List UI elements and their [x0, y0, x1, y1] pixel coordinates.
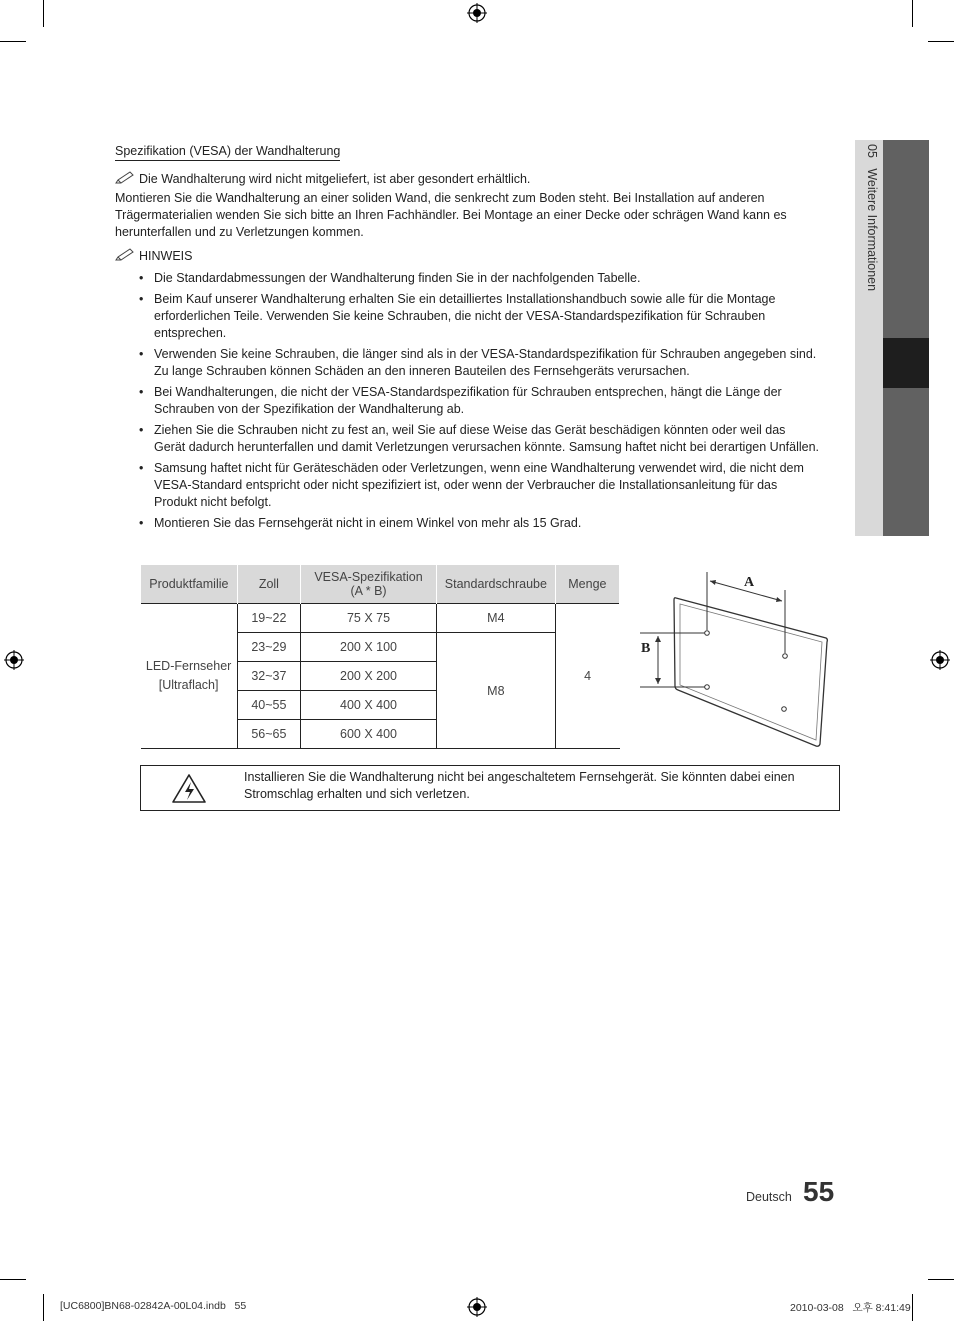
- crop-mark: [43, 1294, 44, 1321]
- column-header: Zoll: [237, 565, 300, 604]
- registration-mark-left: [4, 650, 24, 670]
- table-cell: 200 X 100: [301, 633, 437, 662]
- list-item: • Die Standardabmessungen der Wandhalterung finden Sie in der nachfolgenden Tabelle.: [139, 270, 819, 287]
- list-item: • Bei Wandhalterungen, die nicht der VESA-Standardspezifikation für Schrauben entsprechen, hängt die Länge der Schrauben von der Spezifikation der Wandhalterung ab.: [139, 384, 819, 418]
- column-header: VESA-Spezifikation (A * B): [301, 565, 437, 604]
- intro-paragraph: Montieren Sie die Wandhalterung an einer soliden Wand, die senkrecht zum Boden steht. Bei Installation auf anderen Trägermaterialien wenden Sie sich bitte an Ihren Fachhändler. Bei Montage an einer Decke oder schrägen Wand kann es herunterfallen und zu Verletzungen kommen.: [115, 191, 787, 239]
- dimension-label-b: B: [641, 641, 651, 656]
- table-cell: 200 X 200: [301, 662, 437, 691]
- chapter-title: Weitere Informationen: [865, 168, 879, 292]
- note-text: Die Wandhalterung wird nicht mitgeliefert, ist aber gesondert erhältlich.: [139, 172, 531, 186]
- hinweis-header: [115, 248, 825, 265]
- list-item: • Beim Kauf unserer Wandhalterung erhalten Sie ein detailliertes Installationshandbuch sowie alle für die Montage erforderlichen Teile. Verwenden Sie keine Schrauben, die nicht der VESA-Standardspezifikation für Schrauben entsprechen.: [139, 291, 819, 342]
- product-family-cell: LED-Fernseher [Ultraflach]: [141, 604, 238, 749]
- table-cell: 32~37: [237, 662, 300, 691]
- list-item: • Samsung haftet nicht für Geräteschäden oder Verletzungen, wenn eine Wandhalterung verwendet wird, die nicht dem VESA-Standard entspricht oder nicht spezifiziert ist, oder wenn der Verbraucher die Installationsanleitung für das Produkt nicht befolgt.: [139, 460, 819, 511]
- registration-mark-bottom: [467, 1297, 487, 1317]
- electric-shock-warning-icon: [171, 773, 207, 804]
- page-number: 55: [803, 1176, 835, 1207]
- file-info: [UC6800]BN68-02842A-00L04.indb 55: [60, 1300, 247, 1312]
- pencil-note-icon: [115, 248, 135, 262]
- pencil-note-icon: [115, 171, 135, 185]
- table-cell: 40~55: [237, 691, 300, 720]
- crop-mark: [928, 41, 954, 42]
- list-item: • Ziehen Sie die Schrauben nicht zu fest an, weil Sie auf diese Weise das Gerät beschädigen könnten oder weil das Gerät dadurch herunterfallen und damit Verletzungen verursachen könnte. Samsung haftet nicht bei derartigen Unfällen.: [139, 422, 819, 456]
- table-cell: 56~65: [237, 720, 300, 749]
- column-header: Menge: [555, 565, 619, 604]
- table-cell: 75 X 75: [301, 604, 437, 633]
- column-header: Standardschraube: [436, 565, 555, 604]
- hinweis-label: HINWEIS: [139, 249, 193, 263]
- crop-mark: [43, 0, 44, 27]
- section-heading: Spezifikation (VESA) der Wandhalterung: [115, 144, 340, 161]
- crop-mark: [912, 0, 913, 27]
- chapter-number: 05: [865, 144, 879, 158]
- crop-mark: [928, 1279, 954, 1280]
- vesa-spec-table: [140, 565, 620, 749]
- table-cell: M8: [436, 633, 555, 749]
- table-cell: 19~22: [237, 604, 300, 633]
- warning-box: [140, 765, 840, 811]
- table-cell: 4: [555, 604, 619, 749]
- warning-text: Installieren Sie die Wandhalterung nicht bei angeschaltetem Fernsehgerät. Sie könnten dabei einen Stromschlag erhalten und sich verletzen.: [244, 770, 795, 801]
- chapter-side-tab: [855, 140, 929, 536]
- dimension-label-a: A: [744, 575, 755, 590]
- table-cell: 600 X 400: [301, 720, 437, 749]
- language-label: Deutsch: [746, 1190, 792, 1204]
- tv-mount-diagram: [636, 568, 836, 750]
- table-cell: 400 X 400: [301, 691, 437, 720]
- crop-mark: [0, 41, 26, 42]
- registration-mark-right: [930, 650, 950, 670]
- note-line: [115, 171, 825, 188]
- print-date: 2010-03-08 오후 8:41:49: [790, 1302, 911, 1314]
- list-item: • Montieren Sie das Fernsehgerät nicht in einem Winkel von mehr als 15 Grad.: [139, 515, 819, 532]
- crop-mark: [0, 1279, 26, 1280]
- notes-list: [139, 270, 819, 536]
- crop-mark: [912, 1294, 913, 1321]
- table-cell: 23~29: [237, 633, 300, 662]
- column-header: Produktfamilie: [141, 565, 238, 604]
- registration-mark-top: [467, 3, 487, 23]
- table-cell: M4: [436, 604, 555, 633]
- list-item: • Verwenden Sie keine Schrauben, die länger sind als in der VESA-Standardspezifikation für Schrauben angegeben sind. Zu lange Schrauben können Schäden an den inneren Bauteilen des Fernsehgeräts verursachen.: [139, 346, 819, 380]
